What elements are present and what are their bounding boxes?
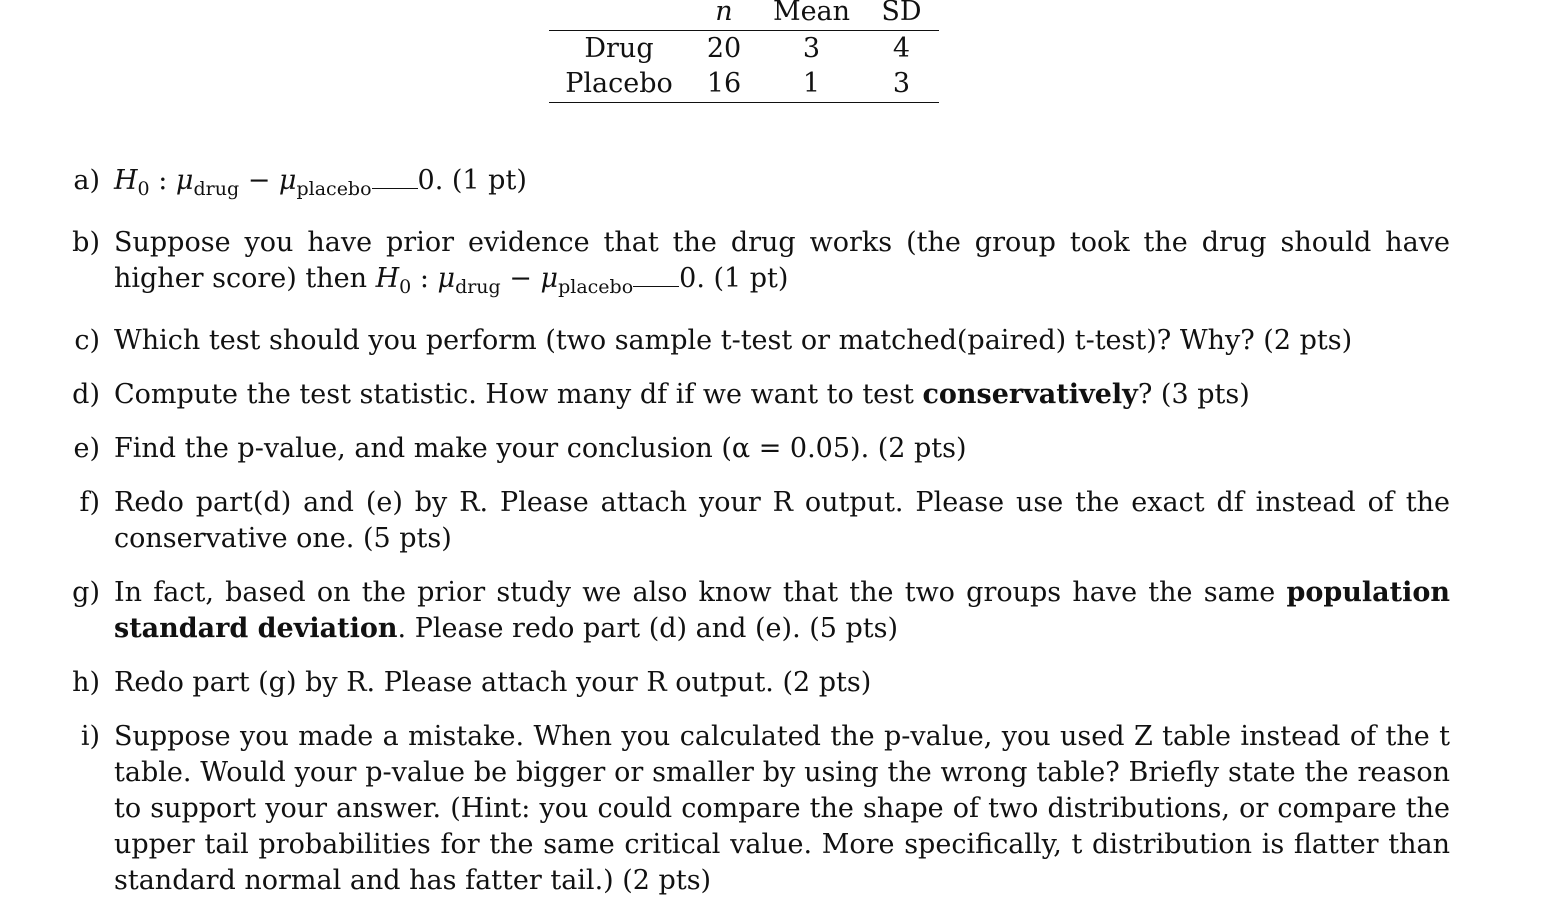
sd-cell: 3: [864, 66, 939, 102]
question-text: Suppose you have prior evidence that the drug works (the group took the drug should have higher score) then: [114, 227, 1450, 294]
question-label: e): [73, 433, 100, 464]
question-list: [62, 163, 1450, 899]
question-text: Redo part(d) and (e) by R. Please attach your R output. Please use the exact df instead of the conservative one. (5 pts): [114, 487, 1450, 554]
n-cell: 16: [689, 66, 759, 102]
question-a: a) $H_0$ : $\mu_{drug} - \mu_{placebo}$ 0. (1 pt): [62, 163, 1450, 207]
question-text: Which test should you perform (two sample t-test or matched(paired) t-test)? Why? (2 pts): [114, 325, 1353, 356]
question-text: Suppose you made a mistake. When you calculated the p-value, you used Z table instead of the t table. Would your p-value be bigger or smaller by using the wrong table? Briefly state the reason to support your answer. (Hint: you could compare the shape of two distributions, or compare the upper tail probabilities for the same critical value. More specifically, t distribution is flatter than standard normal and has fatter tail.) (2 pts): [114, 721, 1450, 896]
question-e: e) Find the p-value, and make your conclusion (α = 0.05). (2 pts): [62, 431, 1450, 467]
sd-cell: 4: [892, 32, 911, 64]
question-label: g): [72, 577, 100, 608]
question-label: a): [73, 165, 100, 196]
answer-blank: [372, 168, 418, 189]
question-d: d) Compute the test statistic. How many df if we want to test conservatively? (3 pts): [62, 377, 1450, 413]
answer-blank: [633, 266, 679, 287]
emphasis-text: population standard deviation: [114, 577, 1450, 644]
n-cell: 20: [706, 32, 742, 64]
question-label: h): [72, 667, 100, 698]
header-empty: [549, 0, 689, 30]
question-text: Compute the test statistic. How many df if we want to test: [114, 379, 923, 410]
question-g: g) In fact, based on the prior study we also know that the two groups have the same population standard deviation. Please redo part (d) and (e). (5 pts): [62, 575, 1450, 647]
alpha-expression: α = 0.05: [731, 433, 851, 464]
header-n: n: [689, 0, 759, 30]
question-label: i): [80, 721, 100, 752]
null-hypothesis-symbol: $H_0$: [375, 263, 412, 298]
question-text: Find the p-value, and make your conclusion (: [114, 433, 732, 464]
group-cell: Drug: [584, 32, 654, 64]
null-hypothesis-symbol: $H_0$: [114, 165, 150, 200]
header-sd: SD: [864, 0, 939, 30]
question-text: In fact, based on the prior study we also know that the two groups have the same: [114, 577, 1287, 608]
mean-cell: 1: [759, 66, 864, 102]
question-i: [62, 719, 1450, 899]
question-text: Redo part (g) by R. Please attach your R output. (2 pts): [114, 667, 872, 698]
question-c: [62, 323, 1450, 359]
mean-cell: 3: [802, 32, 821, 64]
question-label: f): [79, 487, 100, 518]
question-h: [62, 665, 1450, 701]
table-row: [549, 30, 939, 66]
table-row: [549, 66, 939, 102]
group-cell: Placebo: [549, 66, 689, 102]
table-header-row: [549, 0, 939, 30]
question-label: c): [74, 325, 100, 356]
question-f: [62, 485, 1450, 557]
header-mean: Mean: [759, 0, 864, 30]
question-b: b) Suppose you have prior evidence that the drug works (the group took the drug should have higher score) then $H_0$ : $\mu_{drug} - \mu_{placebo}$ 0. (1 pt): [62, 225, 1450, 305]
question-label: b): [72, 227, 100, 258]
question-label: d): [72, 379, 100, 410]
summary-table: [549, 0, 939, 103]
emphasis-text: conservatively: [922, 379, 1138, 410]
